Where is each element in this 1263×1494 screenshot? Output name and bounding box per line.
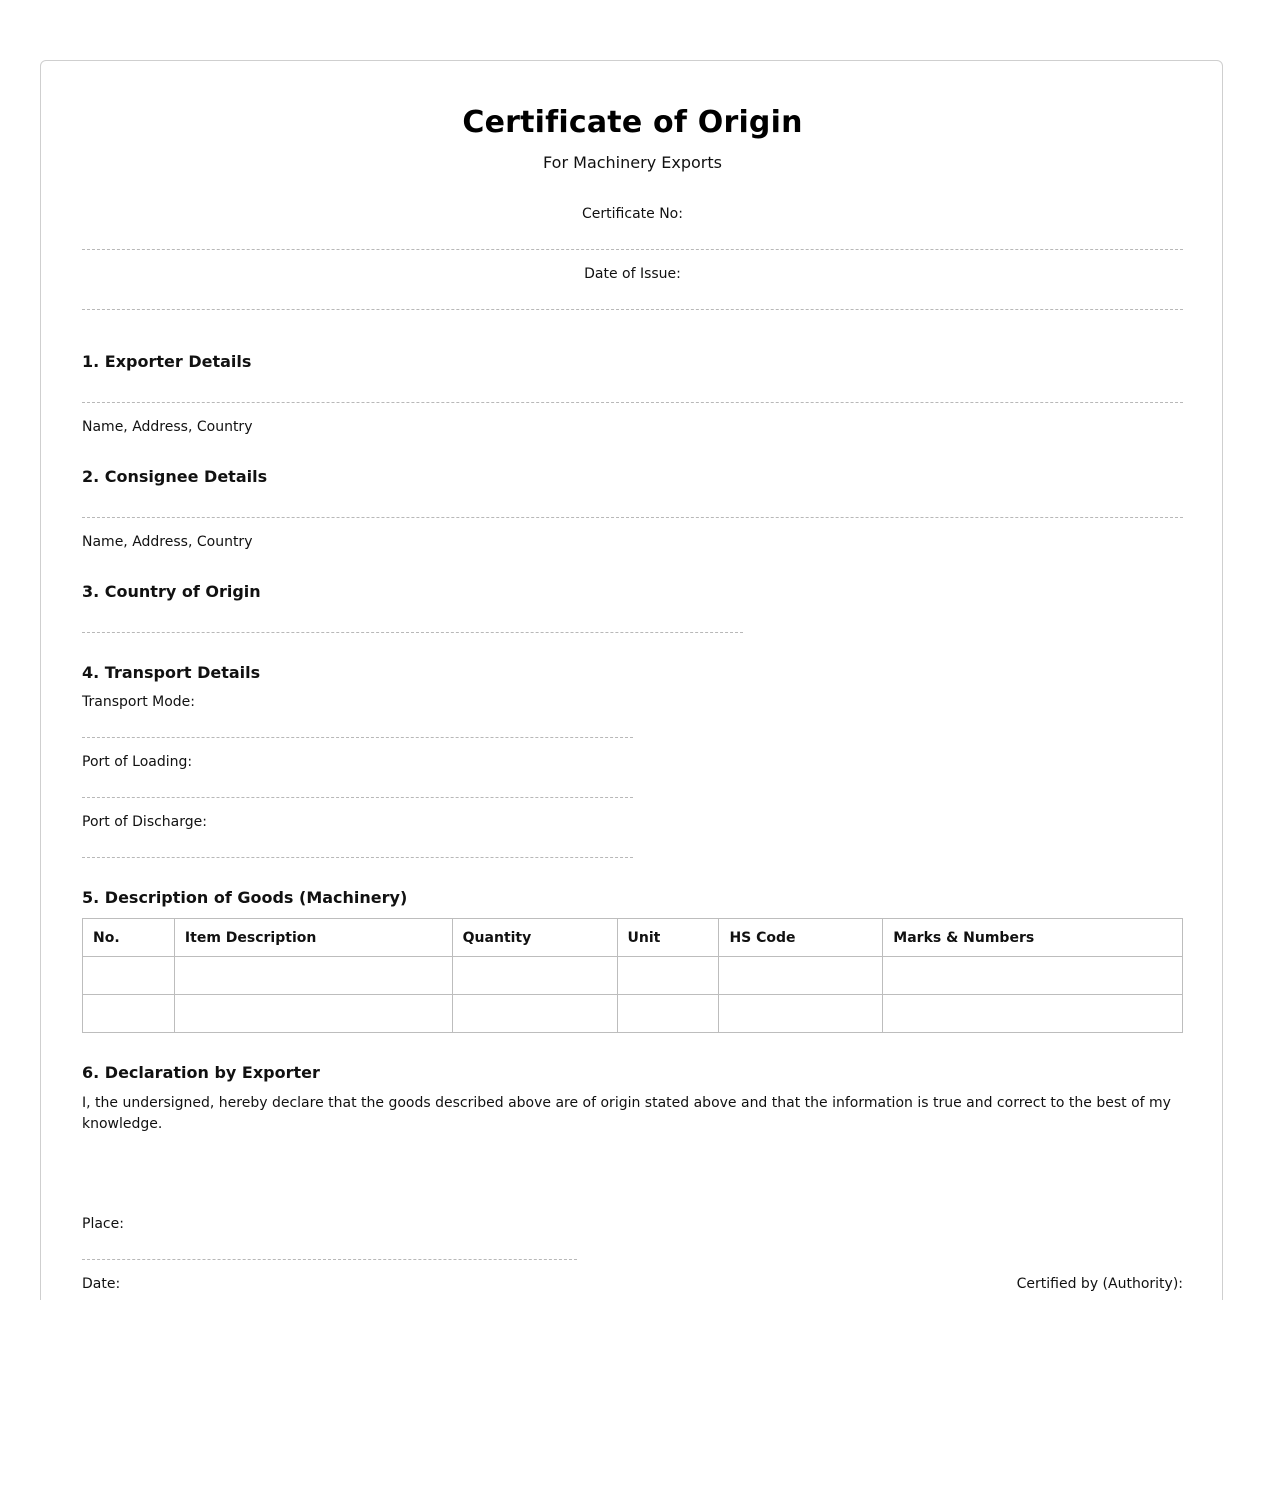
- origin-heading: 3. Country of Origin: [82, 582, 261, 601]
- consignee-field[interactable]: [82, 517, 1183, 518]
- certificate-no-label: Certificate No:: [582, 206, 683, 222]
- exporter-heading: 1. Exporter Details: [82, 352, 252, 371]
- column-header-no: No.: [83, 919, 175, 957]
- goods-table: [82, 918, 1183, 1033]
- cell-no[interactable]: [83, 957, 175, 995]
- goods-table-header-row: [83, 919, 1183, 957]
- table-row: [83, 995, 1183, 1033]
- consignee-hint: Name, Address, Country: [82, 534, 253, 550]
- cell-unit[interactable]: [617, 995, 719, 1033]
- port-of-loading-field[interactable]: [82, 797, 633, 798]
- page-title: Certificate of Origin: [462, 105, 803, 140]
- page-subtitle: For Machinery Exports: [543, 153, 722, 172]
- column-header-item-description: Item Description: [174, 919, 452, 957]
- date-label: Date:: [82, 1276, 121, 1292]
- date-of-issue-field[interactable]: [82, 309, 1183, 310]
- cell-marks-numbers[interactable]: [883, 957, 1183, 995]
- port-of-discharge-field[interactable]: [82, 857, 633, 858]
- certificate-card: [40, 60, 1223, 1300]
- consignee-heading: 2. Consignee Details: [82, 467, 268, 486]
- exporter-field[interactable]: [82, 402, 1183, 403]
- declaration-heading: 6. Declaration by Exporter: [82, 1063, 320, 1082]
- column-header-hs-code: HS Code: [719, 919, 883, 957]
- cell-no[interactable]: [83, 995, 175, 1033]
- certificate-no-field[interactable]: [82, 249, 1183, 250]
- exporter-hint: Name, Address, Country: [82, 419, 253, 435]
- place-label: Place:: [82, 1216, 124, 1232]
- transport-heading: 4. Transport Details: [82, 663, 261, 682]
- certified-by-label: Certified by (Authority):: [1016, 1276, 1183, 1292]
- country-of-origin-field[interactable]: [82, 632, 743, 633]
- transport-mode-label: Transport Mode:: [82, 694, 196, 710]
- place-field[interactable]: [82, 1259, 577, 1260]
- column-header-marks-numbers: Marks & Numbers: [883, 919, 1183, 957]
- certificate-content: [82, 61, 1183, 1300]
- cell-item-description[interactable]: [174, 995, 452, 1033]
- port-of-discharge-label: Port of Discharge:: [82, 814, 207, 830]
- cell-quantity[interactable]: [452, 995, 617, 1033]
- cell-unit[interactable]: [617, 957, 719, 995]
- cell-hs-code[interactable]: [719, 995, 883, 1033]
- cell-hs-code[interactable]: [719, 957, 883, 995]
- column-header-unit: Unit: [617, 919, 719, 957]
- cell-marks-numbers[interactable]: [883, 995, 1183, 1033]
- transport-mode-field[interactable]: [82, 737, 633, 738]
- cell-item-description[interactable]: [174, 957, 452, 995]
- declaration-text: I, the undersigned, hereby declare that the goods described above are of origin stated above and that the information is true and correct to the best of my knowledge.: [82, 1095, 1171, 1132]
- goods-heading: 5. Description of Goods (Machinery): [82, 888, 408, 907]
- column-header-quantity: Quantity: [452, 919, 617, 957]
- table-row: [83, 957, 1183, 995]
- date-of-issue-label: Date of Issue:: [584, 266, 681, 282]
- cell-quantity[interactable]: [452, 957, 617, 995]
- port-of-loading-label: Port of Loading:: [82, 754, 193, 770]
